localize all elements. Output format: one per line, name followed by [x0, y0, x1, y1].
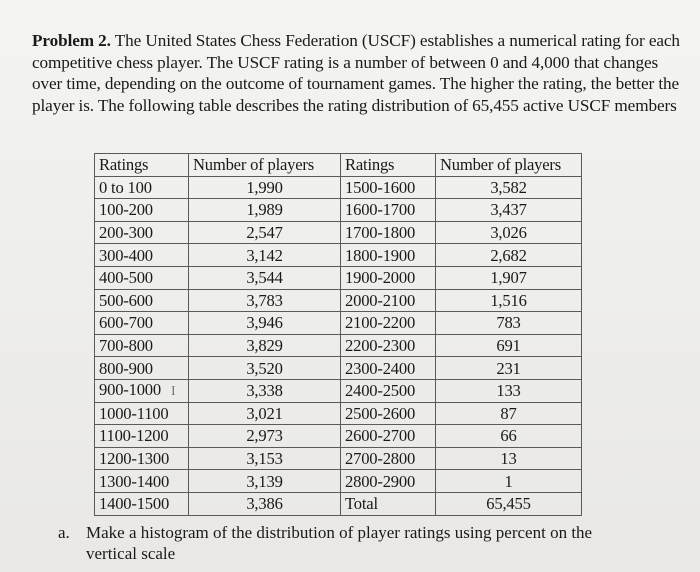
table-row: [95, 312, 582, 335]
table-row: [95, 470, 582, 493]
player-count-cell: 3,544: [189, 266, 341, 289]
player-count-cell: 783: [436, 312, 582, 335]
player-count-cell: 3,142: [189, 244, 341, 267]
player-count-cell: 2,682: [436, 244, 582, 267]
rating-range-cell: 1700-1800: [341, 221, 436, 244]
table-header-row: [95, 154, 582, 177]
header-players-right: Number of players: [436, 154, 582, 177]
rating-range-cell: 1300-1400: [95, 470, 189, 493]
player-count-cell: 1,990: [189, 176, 341, 199]
rating-range-cell: 1500-1600: [341, 176, 436, 199]
table-row: [95, 221, 582, 244]
player-count-cell: 133: [436, 379, 582, 402]
table-row: [95, 266, 582, 289]
question-letter: a.: [58, 523, 70, 542]
table-row: [95, 357, 582, 380]
rating-range-cell: 1600-1700: [341, 199, 436, 222]
header-ratings-right: Ratings: [341, 154, 436, 177]
player-count-cell: 66: [436, 425, 582, 448]
rating-range-cell: 300-400: [95, 244, 189, 267]
problem-statement: [32, 30, 682, 116]
rating-distribution-table: [94, 153, 582, 516]
question-text: Make a histogram of the distribution of player ratings using percent on the vertical scale: [86, 523, 593, 563]
rating-range-cell: 400-500: [95, 266, 189, 289]
table-row: [95, 402, 582, 425]
rating-range-cell: 2300-2400: [341, 357, 436, 380]
problem-title: Problem 2.: [32, 31, 111, 50]
rating-range-cell: 2200-2300: [341, 334, 436, 357]
rating-range-cell: 2700-2800: [341, 447, 436, 470]
table-row: [95, 492, 582, 515]
rating-range-cell: 1800-1900: [341, 244, 436, 267]
rating-range-cell: 2500-2600: [341, 402, 436, 425]
player-count-cell: 3,829: [189, 334, 341, 357]
rating-range-cell: 800-900: [95, 357, 189, 380]
rating-range-cell: 1100-1200: [95, 425, 189, 448]
player-count-cell: 3,021: [189, 402, 341, 425]
player-count-cell: 3,946: [189, 312, 341, 335]
player-count-cell: 3,437: [436, 199, 582, 222]
player-count-cell: 3,783: [189, 289, 341, 312]
text-cursor-icon: I: [171, 384, 176, 400]
player-count-cell: 87: [436, 402, 582, 425]
player-count-cell: 1,989: [189, 199, 341, 222]
rating-range-cell: [95, 379, 189, 402]
player-count-cell: 3,520: [189, 357, 341, 380]
player-count-cell: 1,516: [436, 289, 582, 312]
table-row: [95, 176, 582, 199]
table-row: [95, 425, 582, 448]
problem-text: The United States Chess Federation (USCF) establishes a numerical rating for each competitive chess player. The USCF rating is a number of between 0 and 4,000 that changes over time, depending on the outcome of tournament games. The higher the rating, the better the player is. The following table describes the rating distribution of 65,455 active USCF members: [32, 31, 680, 115]
player-count-cell: 13: [436, 447, 582, 470]
table-row: [95, 244, 582, 267]
rating-range-cell: 200-300: [95, 221, 189, 244]
player-count-cell: 2,547: [189, 221, 341, 244]
rating-range-text: 900-1000: [99, 380, 162, 400]
total-label-cell: Total: [341, 492, 436, 515]
table-row: [95, 199, 582, 222]
total-count-cell: 65,455: [436, 492, 582, 515]
player-count-cell: 231: [436, 357, 582, 380]
rating-range-cell: 2100-2200: [341, 312, 436, 335]
table-row: [95, 447, 582, 470]
rating-range-cell: 1000-1100: [95, 402, 189, 425]
rating-range-cell: 600-700: [95, 312, 189, 335]
player-count-cell: 3,386: [189, 492, 341, 515]
player-count-cell: 3,153: [189, 447, 341, 470]
player-count-cell: 1: [436, 470, 582, 493]
rating-range-cell: 1400-1500: [95, 492, 189, 515]
player-count-cell: 3,026: [436, 221, 582, 244]
player-count-cell: 1,907: [436, 266, 582, 289]
rating-range-cell: 100-200: [95, 199, 189, 222]
problem-paragraph: [32, 30, 682, 116]
table-row: [95, 379, 582, 402]
rating-range-cell: 0 to 100: [95, 176, 189, 199]
rating-range-cell: 1900-2000: [341, 266, 436, 289]
table-row: [95, 289, 582, 312]
header-ratings-left: Ratings: [95, 154, 189, 177]
player-count-cell: 3,582: [436, 176, 582, 199]
player-count-cell: 691: [436, 334, 582, 357]
rating-range-cell: 2800-2900: [341, 470, 436, 493]
player-count-cell: 2,973: [189, 425, 341, 448]
header-players-left: Number of players: [189, 154, 341, 177]
rating-range-cell: 500-600: [95, 289, 189, 312]
rating-range-cell: 2600-2700: [341, 425, 436, 448]
rating-range-cell: 2000-2100: [341, 289, 436, 312]
player-count-cell: 3,139: [189, 470, 341, 493]
player-count-cell: 3,338: [189, 379, 341, 402]
rating-range-cell: 1200-1300: [95, 447, 189, 470]
rating-range-cell: 700-800: [95, 334, 189, 357]
table-row: [95, 334, 582, 357]
rating-range-cell: 2400-2500: [341, 379, 436, 402]
question-a: [58, 522, 646, 564]
